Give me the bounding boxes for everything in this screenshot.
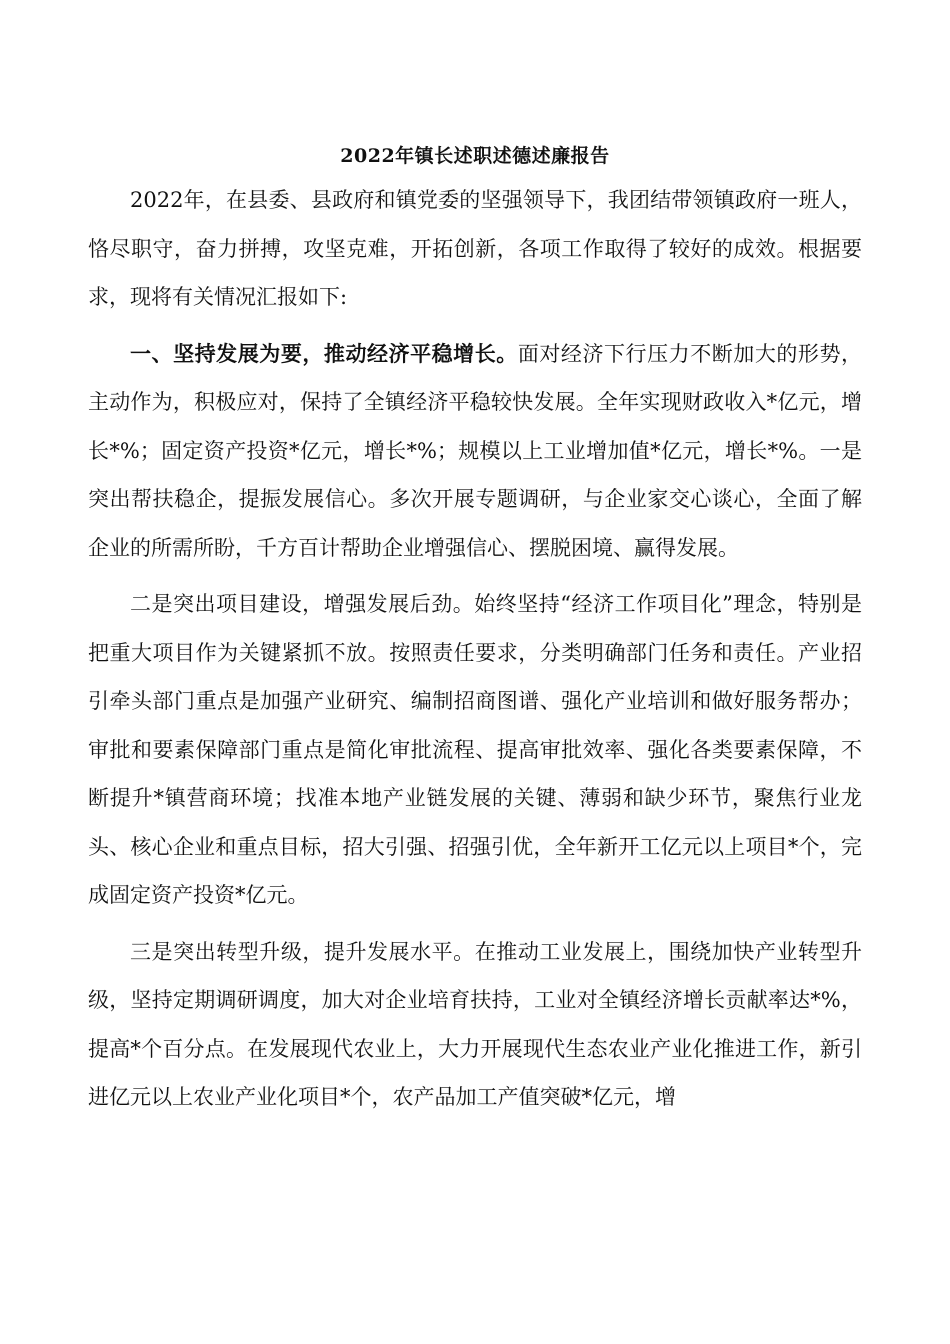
paragraph-text: 2022年，在县委、县政府和镇党委的坚强领导下，我团结带领镇政府一班人，恪尽职守，奋力拼搏，攻坚克难，开拓创新，各项工作取得了较好的成效。根据要求，现将有关情况汇报如下: <box>88 188 862 309</box>
paragraph-text: 二是突出项目建设，增强发展后劲。始终坚持“经济工作项目化”理念，特别是把重大项目作为关键紧抓不放。按照责任要求，分类明确部门任务和责任。产业招引牵头部门重点是加强产业研究、编制招商图谱、强化产业培训和做好服务帮办；审批和要素保障部门重点是简化审批流程、提高审批效率、强化各类要素保障，不断提升*镇营商环境；找准本地产业链发展的关键、薄弱和缺少环节，聚焦行业龙头、核心企业和重点目标，招大引强、招强引优，全年新开工亿元以上项目*个，完成固定资产投资*亿元。 <box>88 592 862 907</box>
document-title: 2022年镇长述职述德述廉报告 <box>340 145 610 167</box>
paragraph-text: 面对经济下行压力不断加大的形势，主动作为，积极应对，保持了全镇经济平稳较快发展。全年实现财政收入*亿元，增长*%；固定资产投资*亿元，增长*%；规模以上工业增加值*亿元，增长*%。一是突出帮扶稳企，提振发展信心。多次开展专题调研，与企业家交心谈心，全面了解企业的所需所盼，千方百计帮助企业增强信心、摆脱困境、赢得发展。 <box>88 341 863 560</box>
paragraph-intro <box>88 176 862 322</box>
document-page <box>88 140 862 1130</box>
paragraph-transformation <box>88 928 862 1122</box>
paragraph-text: 三是突出转型升级，提升发展水平。在推动工业发展上，围绕加快产业转型升级，坚持定期调研调度，加大对企业培育扶持，工业对全镇经济增长贡献率达*%，提高*个百分点。在发展现代农业上，大力开展现代生态农业产业化推进工作，新引进亿元以上农业产业化项目*个，农产品加工产值突破*亿元，增 <box>88 939 862 1109</box>
section-heading: 一、坚持发展为要，推动经济平稳增长。 <box>130 340 518 366</box>
paragraph-section-one <box>88 330 862 573</box>
paragraph-project-building <box>88 580 862 920</box>
